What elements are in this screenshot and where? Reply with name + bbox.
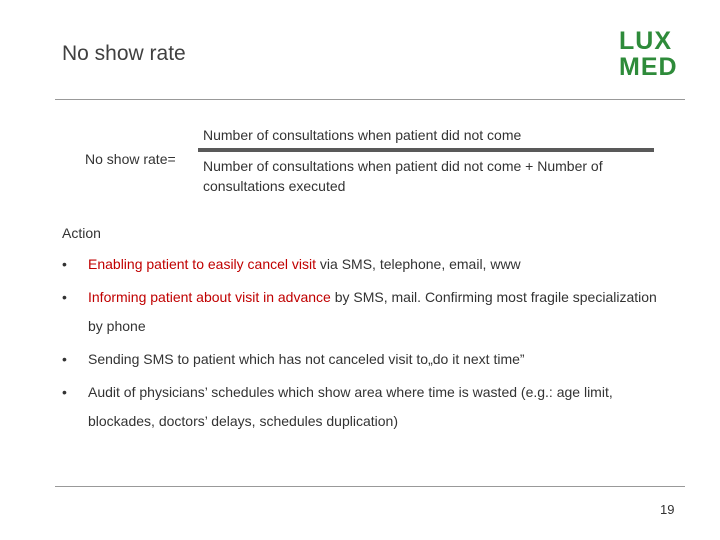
bullet-icon: • xyxy=(62,289,67,305)
slide-title: No show rate xyxy=(62,42,186,65)
item-highlight: Informing patient about visit in advance xyxy=(88,289,331,305)
bullet-icon: • xyxy=(62,351,67,367)
action-list xyxy=(62,250,662,436)
formula-denominator: Number of consultations when patient did not come + Number of consultations executed xyxy=(203,158,603,194)
item-text: by SMS, mail. Confirming most fragile specialization by phone xyxy=(88,289,657,334)
top-divider xyxy=(55,99,685,100)
luxmed-logo xyxy=(619,28,678,80)
item-text: Audit of physicians’ schedules which show area where time is wasted (e.g.: age limit, blockades, doctors’ delays, schedules duplication) xyxy=(88,384,613,429)
bullet-icon: • xyxy=(62,384,67,400)
item-text: Sending SMS to patient which has not canceled visit to„do it next time” xyxy=(88,351,525,367)
page-number: 19 xyxy=(660,502,675,517)
list-item xyxy=(62,378,662,436)
action-heading: Action xyxy=(62,225,101,241)
item-text: via SMS, telephone, email, www xyxy=(316,256,521,272)
bottom-divider xyxy=(55,486,685,487)
list-item xyxy=(62,345,662,374)
logo-line-1: LUX xyxy=(619,27,672,55)
formula-numerator: Number of consultations when patient did not come xyxy=(203,127,522,143)
item-highlight: Enabling patient to easily cancel visit xyxy=(88,256,317,272)
list-item xyxy=(62,283,662,341)
formula-label: No show rate= xyxy=(85,151,176,167)
logo-line-2: MED xyxy=(619,53,678,81)
fraction-bar xyxy=(198,148,654,152)
bullet-icon: • xyxy=(62,256,67,272)
list-item xyxy=(62,250,662,279)
